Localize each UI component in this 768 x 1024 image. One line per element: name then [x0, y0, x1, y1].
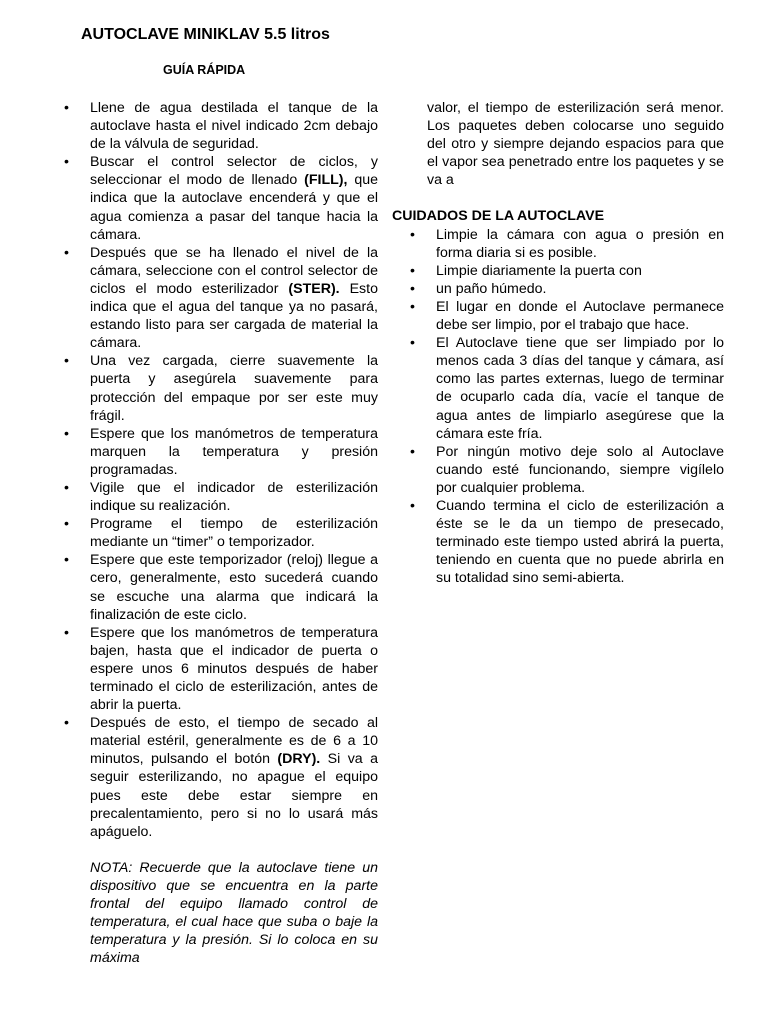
bullet-icon: •	[410, 280, 415, 297]
procedure-text: Espere que los manómetros de temperatura marquen la temperatura y presión programadas.	[90, 425, 378, 478]
procedure-item	[64, 551, 378, 623]
procedure-text: Después de esto, el tiempo de secado al material estéril, generalmente es de 6 a 10 minutos, pulsando el botón	[90, 715, 378, 768]
note-paragraph: NOTA: Recuerde que la autoclave tiene un dispositivo que se encuentra en la parte frontal del equipo llamado control de temperatura, el cual hace que suba o baje la temperatura y la presión. Si lo coloca en su máxima	[90, 859, 378, 967]
care-item	[410, 280, 724, 298]
procedure-text: Esto indica que el agua del tanque ya no pasará, estando listo para ser cargada de material la cámara.	[90, 280, 378, 352]
procedure-text: Si va a seguir esterilizando, no apague el equipo pues este debe estar siempre en precalentamiento, pero si no lo usará más apáguelo.	[90, 751, 378, 840]
bullet-icon: •	[410, 443, 415, 460]
procedure-keyword: (DRY).	[277, 751, 321, 768]
bullet-icon: •	[410, 262, 415, 279]
bullet-icon: •	[410, 298, 415, 315]
document-subtitle: GUÍA RÁPIDA	[163, 63, 246, 77]
care-item	[410, 226, 724, 262]
procedure-keyword: (FILL),	[304, 172, 348, 189]
procedure-text: Espere que los manómetros de temperatura bajen, hasta que el indicador de puerta o espere unos 6 minutos después de haber terminado el ciclo de esterilización, antes de abrir la puerta.	[90, 624, 378, 714]
bullet-icon: •	[64, 516, 69, 533]
care-text: un paño húmedo.	[436, 280, 547, 297]
procedure-item	[64, 624, 378, 714]
procedure-item	[64, 244, 378, 353]
bullet-icon: •	[410, 226, 415, 243]
bullet-icon: •	[64, 479, 69, 496]
procedure-text: Una vez cargada, cierre suavemente la puerta y asegúrela suavemente para protección del empaque por ser este muy frágil.	[90, 353, 378, 424]
procedure-item	[64, 515, 378, 551]
care-heading: CUIDADOS DE LA AUTOCLAVE	[392, 208, 605, 225]
bullet-icon: •	[64, 552, 69, 569]
care-text: Limpie la cámara con agua o presión en forma diaria si es posible.	[436, 226, 724, 261]
procedure-text: que indica que la autoclave encenderá y que el agua comienza a pasar del tanque hacia la cámara.	[90, 172, 378, 243]
procedure-keyword: (STER).	[288, 280, 340, 297]
bullet-icon: •	[64, 624, 69, 641]
right-column	[392, 99, 724, 587]
bullet-icon: •	[410, 497, 415, 514]
procedure-list	[64, 99, 378, 841]
bullet-icon: •	[64, 425, 69, 442]
procedure-item	[64, 714, 378, 841]
procedure-text: Llene de agua destilada el tanque de la autoclave hasta el nivel indicado 2cm debajo de la válvula de seguridad.	[90, 100, 378, 153]
care-item	[410, 443, 724, 497]
care-item	[410, 262, 724, 280]
care-text: El Autoclave tiene que ser limpiado por lo menos cada 3 días del tanque y cámara, así como las partes externas, luego de terminar de ocuparlo cada día, vacíe el tanque de agua antes de limpiarlo asegúrese que la cámara este fría.	[436, 335, 724, 442]
care-text: Cuando termina el ciclo de esterilización a éste se le da un tiempo de presecado, terminado este tiempo usted abrirá la puerta, teniendo en cuenta que no puede abrirla en su totalidad sino semi-abierta.	[436, 497, 724, 587]
document-title: AUTOCLAVE MINIKLAV 5.5 litros	[81, 26, 330, 43]
procedure-item	[64, 352, 378, 424]
procedure-item	[64, 425, 378, 479]
procedure-item	[64, 153, 378, 243]
bullet-icon: •	[64, 154, 69, 171]
bullet-icon: •	[64, 715, 69, 732]
procedure-item	[64, 479, 378, 515]
care-text: Por ningún motivo deje solo al Autoclave cuando esté funcionando, siempre vigílelo por cualquier problema.	[436, 443, 724, 496]
bullet-icon: •	[64, 100, 69, 116]
care-item	[410, 298, 724, 334]
procedure-text: Programe el tiempo de esterilización mediante un “timer” o temporizador.	[90, 516, 378, 551]
care-item	[410, 497, 724, 587]
procedure-text: Vigile que el indicador de esterilización indique su realización.	[90, 479, 378, 515]
procedure-item	[64, 99, 378, 153]
care-item	[410, 334, 724, 443]
procedure-text: Después que se ha llenado el nivel de la cámara, seleccione con el control selector de ciclos el modo esterilizador	[90, 244, 378, 297]
procedure-text: Buscar el control selector de ciclos, y seleccionar el modo de llenado	[90, 154, 378, 189]
care-text: El lugar en donde el Autoclave permanece debe ser limpio, por el trabajo que hace.	[436, 298, 724, 334]
procedure-text: Espere que este temporizador (reloj) llegue a cero, generalmente, esto sucederá cuando se escuche una alarma que indicará la finalización de este ciclo.	[90, 552, 378, 623]
care-list	[410, 226, 724, 588]
continuation-paragraph: valor, el tiempo de esterilización será menor. Los paquetes deben colocarse uno seguido del otro y siempre dejando espacios para que el vapor sea penetrado entre los paquetes y se va a	[427, 100, 724, 189]
left-column	[64, 99, 378, 982]
bullet-icon: •	[64, 244, 69, 261]
bullet-icon: •	[410, 335, 415, 352]
bullet-icon: •	[64, 353, 69, 370]
care-text: Limpie diariamente la puerta con	[436, 262, 642, 279]
